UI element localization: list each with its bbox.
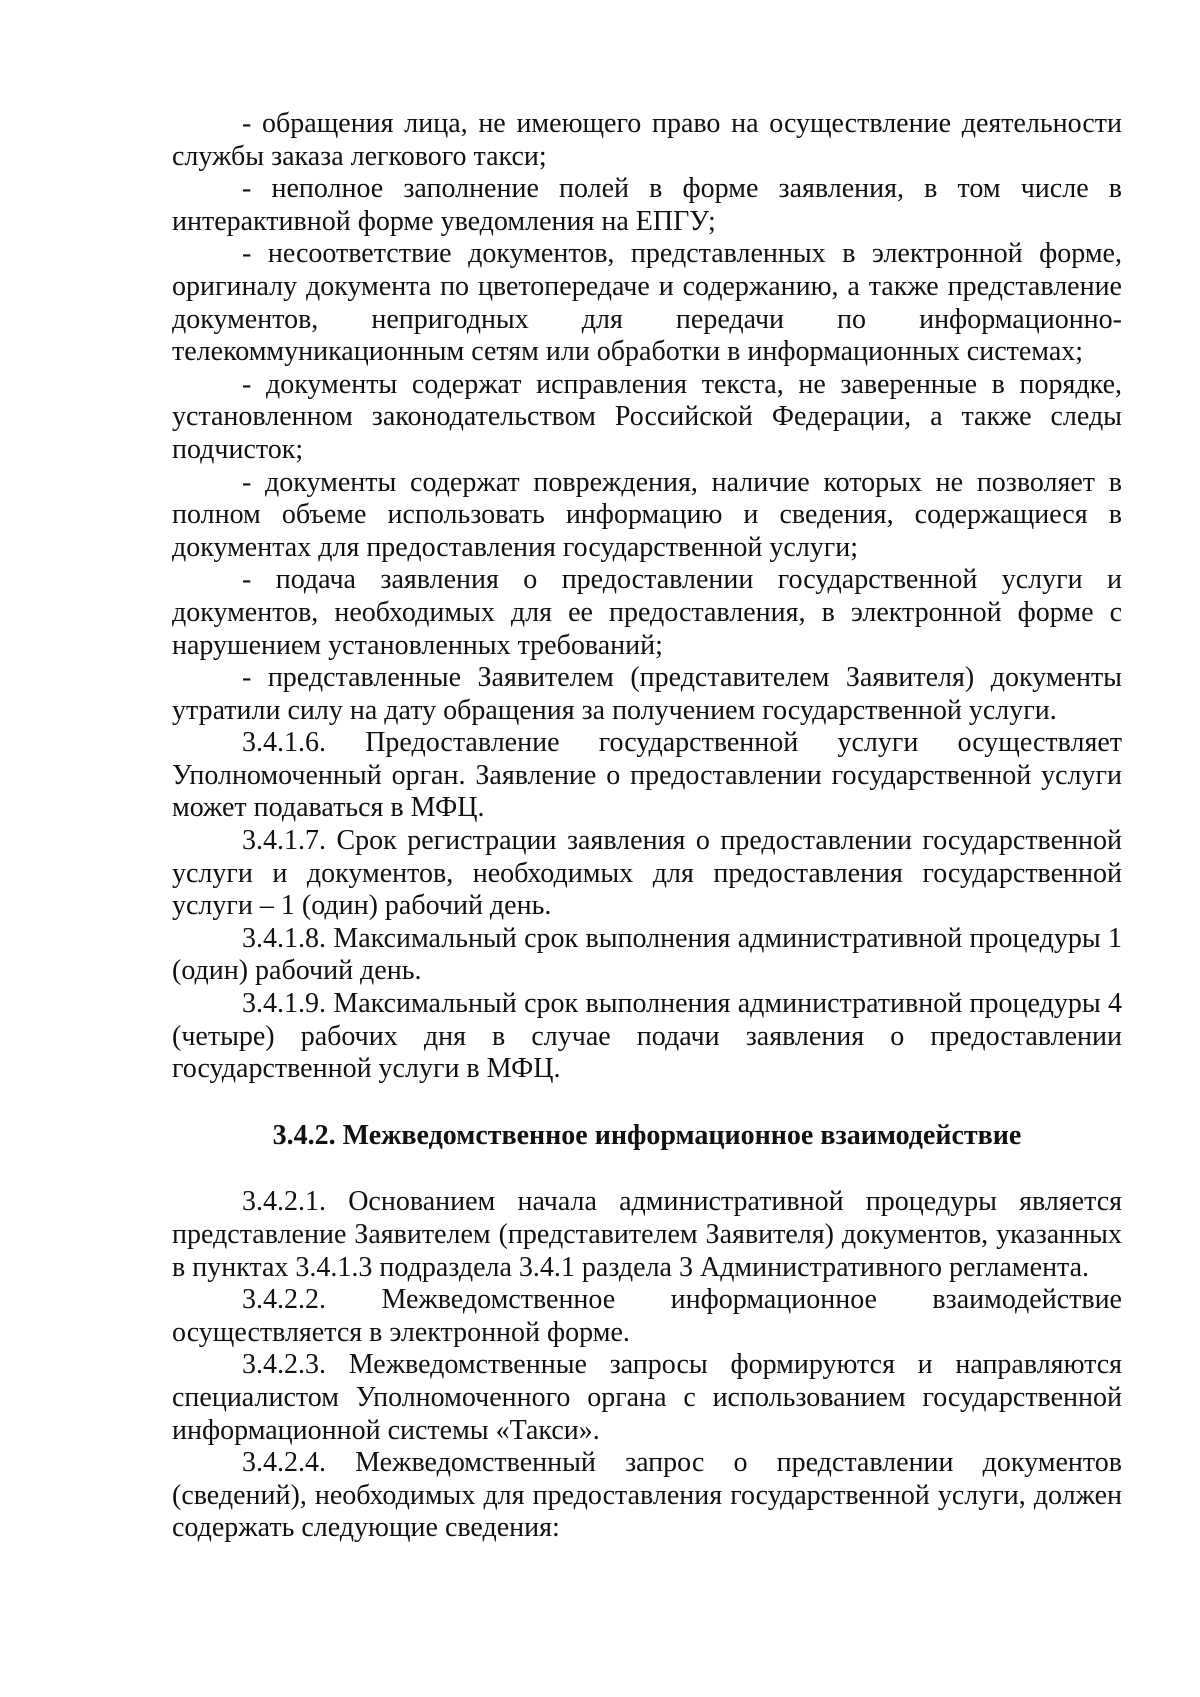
clause-3-4-1-7: 3.4.1.7. Срок регистрации заявления о предоставлении государственной услуги и документов, необходимых для предоставления государственной услуги – 1 (один) рабочий день. [172,825,1122,922]
clause-3-4-2-4: 3.4.2.4. Межведомственный запрос о представлении документов (сведений), необходимых для предоставления государственной услуги, должен содержать следующие сведения: [172,1447,1122,1544]
list-item: - документы содержат повреждения, наличие которых не позволяет в полном объеме использовать информацию и сведения, содержащиеся в документах для предоставления государственной услуги; [172,466,1122,563]
clause-3-4-2-1: 3.4.2.1. Основанием начала административной процедуры является представление Заявителем (представителем Заявителя) документов, указанных в пунктах 3.4.1.3 подраздела 3.4.1 раздела 3 Административного регламента. [172,1186,1122,1283]
clause-3-4-1-8: 3.4.1.8. Максимальный срок выполнения административной процедуры 1 (один) рабочий день. [172,922,1122,987]
list-item: - представленные Заявителем (представителем Заявителя) документы утратили силу на дату обращения за получением государственной услуги. [172,662,1122,726]
list-item: - несоответствие документов, представленных в электронной форме, оригиналу документа по цветопередаче и содержанию, а также представление документов, непригодных для передачи по информационно-телекоммуникационным сетям или обработки в информационных системах; [172,238,1122,368]
clause-3-4-1-9: 3.4.1.9. Максимальный срок выполнения административной процедуры 4 (четыре) рабочих дня в случае подачи заявления о предоставлении государственной услуги в МФЦ. [172,988,1122,1085]
clause-3-4-2-2: 3.4.2.2. Межведомственное информационное взаимодействие осуществляется в электронной форме. [172,1284,1122,1348]
section-heading: 3.4.2. Межведомственное информационное взаимодействие [272,1119,1022,1151]
clause-3-4-2-3: 3.4.2.3. Межведомственные запросы формируются и направляются специалистом Уполномоченного органа с использованием государственной информационной системы «Такси». [172,1349,1122,1446]
list-item: - обращения лица, не имеющего право на осуществление деятельности службы заказа легкового такси; [172,108,1122,172]
list-item: - подача заявления о предоставлении государственной услуги и документов, необходимых для ее предоставления, в электронной форме с нарушением установленных требований; [172,564,1122,661]
clause-3-4-1-6: 3.4.1.6. Предоставление государственной услуги осуществляет Уполномоченный орган. Заявление о предоставлении государственной услуги может подаваться в МФЦ. [172,727,1122,824]
list-item: - неполное заполнение полей в форме заявления, в том числе в интерактивной форме уведомления на ЕПГУ; [172,173,1122,237]
list-item: - документы содержат исправления текста, не заверенные в порядке, установленном законодательством Российской Федерации, а также следы подчисток; [172,368,1122,465]
